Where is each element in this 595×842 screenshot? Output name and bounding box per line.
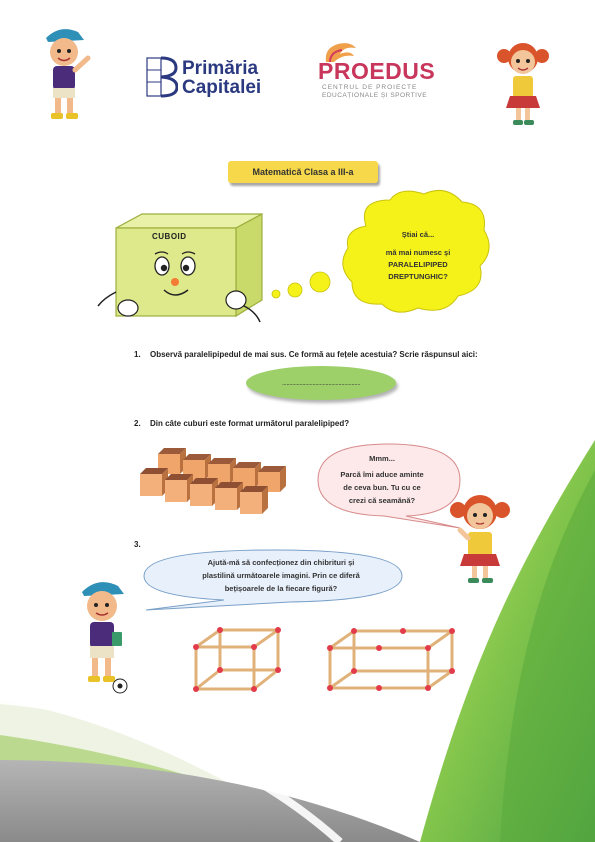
- primaria-logo: [144, 56, 274, 98]
- cuboid-character: [94, 212, 284, 328]
- proedus-logo: [316, 38, 446, 100]
- q3-number: 3.: [134, 540, 141, 549]
- q3-bubble-line-1: Ajută-mă să confecționez din chibrituri și: [207, 558, 355, 567]
- primaria-logo-line2: Capitalei: [182, 77, 262, 98]
- proedus-name: PROEDUS: [318, 58, 436, 84]
- thought-line-1: Știai că...: [401, 230, 435, 239]
- proedus-tagline-1: CENTRUL DE PROIECTE: [322, 84, 418, 91]
- biscuit-cubes-image: [136, 440, 296, 522]
- q1-text: Observă paralelipipedul de mai sus. Ce formă au fețele acestuia? Scrie răspunsul aici:: [150, 350, 478, 359]
- matchstick-cube-1: [192, 625, 286, 695]
- primaria-logo-line1: Primăria: [182, 58, 259, 79]
- q2-number: 2.: [134, 419, 141, 428]
- cuboid-label: CUBOID: [152, 232, 187, 241]
- thought-line-3: PARALELIPIPED: [388, 260, 448, 269]
- thought-bubble-trail: [268, 262, 338, 302]
- matchstick-cuboid-2: [326, 626, 460, 696]
- thought-line-2: mă mai numesc și: [385, 248, 451, 257]
- q2-bubble-line-2: Parcă îmi aduce aminte: [340, 470, 424, 479]
- q2-bubble-line-1: Mmm...: [369, 454, 395, 463]
- q1-answer-field[interactable]: [246, 366, 396, 400]
- q2-text: Din câte cuburi este format următorul paralelipiped?: [150, 419, 350, 428]
- proedus-tagline-2: EDUCAȚIONALE ȘI SPORTIVE: [322, 92, 428, 99]
- q2-bubble-line-3: de ceva bun. Tu cu ce: [343, 483, 421, 492]
- q2-bubble-line-4: crezi că seamănă?: [348, 496, 416, 505]
- primaria-emblem-icon: [144, 56, 178, 98]
- page-title: Matematică Clasa a III-a: [228, 161, 378, 183]
- girl-thinking-icon: [448, 488, 512, 588]
- q1-number: 1.: [134, 350, 141, 359]
- q3-bubble-line-2: plastilină următoarele imagini. Prin ce diferă: [202, 571, 360, 580]
- boy-with-ball-icon: [74, 576, 134, 694]
- boy-character-icon: [38, 24, 94, 124]
- q3-bubble-line-3: bețișoarele de la fiecare figură?: [224, 584, 338, 593]
- girl-character-icon: [496, 38, 550, 128]
- thought-line-4: DREPTUNGHIC?: [388, 272, 448, 281]
- q1-answer-blank: ......................................................: [281, 379, 361, 387]
